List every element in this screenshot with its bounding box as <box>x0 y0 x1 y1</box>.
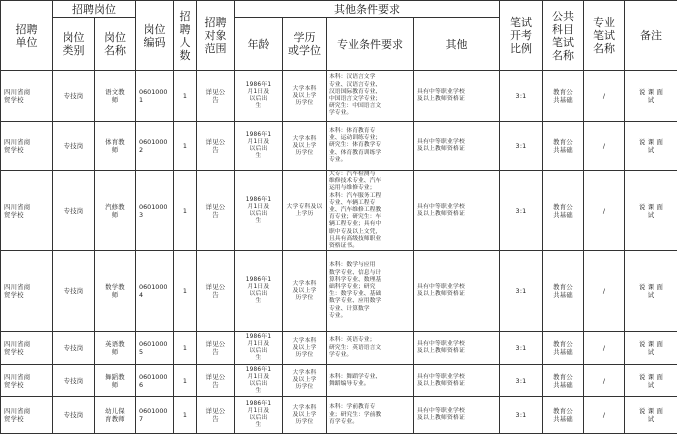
table-row <box>1 365 677 397</box>
cell-exam-ratio: 3:1 <box>500 171 543 251</box>
cell-remark: 说 课 面 试 <box>625 122 677 171</box>
header-major-exam: 专业 笔试 名称 <box>584 1 625 71</box>
cell-position-code: 0601000 1 <box>136 71 174 122</box>
cell-education: 大学本科 及以上学 历学位 <box>283 332 327 365</box>
cell-position-type: 专技岗 <box>53 365 95 397</box>
cell-major-requirement: 本科：舞蹈学专业、 舞蹈编导专业。 <box>327 365 414 397</box>
cell-scope: 详见公 告 <box>197 332 235 365</box>
cell-position-type: 专技岗 <box>53 251 95 332</box>
cell-age: 1986年1 月1日及 以后出 生 <box>235 397 283 434</box>
cell-major-exam: / <box>584 122 625 171</box>
cell-major-requirement: 本科：英语专业； 研究生：英语语言文 学专业。 <box>327 332 414 365</box>
cell-count: 1 <box>174 71 197 122</box>
cell-unit: 四川省商 贸学校 <box>1 71 53 122</box>
cell-position-name: 舞蹈教 师 <box>95 365 136 397</box>
cell-unit: 四川省商 贸学校 <box>1 332 53 365</box>
cell-count: 1 <box>174 251 197 332</box>
header-education: 学历 或学位 <box>283 18 327 71</box>
cell-position-type: 专技岗 <box>53 397 95 434</box>
cell-public-subject: 教育公 共基础 <box>543 332 584 365</box>
cell-count: 1 <box>174 397 197 434</box>
cell-scope: 详见公 告 <box>197 397 235 434</box>
cell-education: 大学本科 及以上学 历学位 <box>283 397 327 434</box>
header-position-type: 岗位 类别 <box>53 18 95 71</box>
cell-age: 1986年1 月1日及 以后出 生 <box>235 71 283 122</box>
cell-exam-ratio: 3:1 <box>500 122 543 171</box>
header-position-name: 岗位 名称 <box>95 18 136 71</box>
cell-other: 具有中等职业学校 及以上教师资格证 <box>414 171 500 251</box>
cell-exam-ratio: 3:1 <box>500 332 543 365</box>
header-major-requirement: 专业条件要求 <box>327 18 414 71</box>
cell-remark: 说 课 面 试 <box>625 397 677 434</box>
cell-remark: 说 课 面 试 <box>625 171 677 251</box>
cell-education: 大学本科 及以上学 历学位 <box>283 365 327 397</box>
cell-position-name: 汽修教 师 <box>95 171 136 251</box>
cell-position-type: 专技岗 <box>53 332 95 365</box>
cell-public-subject: 教育公 共基础 <box>543 71 584 122</box>
cell-position-code: 0601000 2 <box>136 122 174 171</box>
cell-other: 具有中等职业学校 及以上教师资格证 <box>414 365 500 397</box>
cell-major-exam: / <box>584 365 625 397</box>
cell-position-name: 语文教 师 <box>95 71 136 122</box>
cell-unit: 四川省商 贸学校 <box>1 251 53 332</box>
cell-position-code: 0601000 6 <box>136 365 174 397</box>
cell-public-subject: 教育公 共基础 <box>543 122 584 171</box>
cell-age: 1986年1 月1日及 以后出 生 <box>235 365 283 397</box>
cell-position-name: 幼儿保 育教师 <box>95 397 136 434</box>
cell-scope: 详见公 告 <box>197 171 235 251</box>
header-unit: 招聘 单位 <box>1 1 53 71</box>
cell-position-code: 0601000 7 <box>136 397 174 434</box>
cell-count: 1 <box>174 171 197 251</box>
header-other: 其他 <box>414 18 500 71</box>
cell-remark: 说 课 面 试 <box>625 71 677 122</box>
cell-education: 大学专科及以 上学历 <box>283 171 327 251</box>
cell-position-name: 数学教 师 <box>95 251 136 332</box>
cell-major-requirement: 本科：汉语言文学 专业、汉语言专业、 汉语国际教育专业、 中国语言文学专业； 研究生：中国语言文 学专业。 <box>327 71 414 122</box>
cell-position-type: 专技岗 <box>53 171 95 251</box>
cell-unit: 四川省商 贸学校 <box>1 397 53 434</box>
cell-age: 1986年1 月1日及 以后出 生 <box>235 251 283 332</box>
header-other-group: 其他条件要求 <box>235 1 500 18</box>
cell-education: 大学本科 及以上学 历学位 <box>283 122 327 171</box>
cell-other: 具有中等职业学校 及以上教师资格证 <box>414 332 500 365</box>
cell-count: 1 <box>174 365 197 397</box>
cell-scope: 详见公 告 <box>197 71 235 122</box>
cell-unit: 四川省商 贸学校 <box>1 171 53 251</box>
cell-education: 大学本科 及以上学 历学位 <box>283 71 327 122</box>
cell-position-type: 专技岗 <box>53 122 95 171</box>
header-age: 年龄 <box>235 18 283 71</box>
cell-education: 大学本科 及以上学 历学位 <box>283 251 327 332</box>
cell-major-exam: / <box>584 251 625 332</box>
cell-major-exam: / <box>584 397 625 434</box>
cell-public-subject: 教育公 共基础 <box>543 251 584 332</box>
cell-major-requirement: 大专：汽车检测与 维修技术专业、汽车 运用与维修专业； 本科：汽车服务工程 专业、车辆工程专 业、汽车维修工程教 育专业；研究生：车 辆工程专业；具有中 职中专及以上文凭， 且具有高级技师职业 资格证书。 <box>327 171 414 251</box>
table-row <box>1 251 677 332</box>
cell-major-exam: / <box>584 71 625 122</box>
cell-exam-ratio: 3:1 <box>500 71 543 122</box>
cell-major-exam: / <box>584 171 625 251</box>
cell-position-type: 专技岗 <box>53 71 95 122</box>
cell-count: 1 <box>174 122 197 171</box>
cell-other: 具有中等职业学校 及以上教师资格证 <box>414 122 500 171</box>
cell-remark: 说 课 面 试 <box>625 332 677 365</box>
cell-position-code: 0601000 5 <box>136 332 174 365</box>
cell-position-code: 0601000 4 <box>136 251 174 332</box>
table-row <box>1 171 677 251</box>
header-position-group: 招聘岗位 <box>53 1 136 18</box>
cell-other: 具有中等职业学校 及以上教师资格证 <box>414 71 500 122</box>
cell-major-requirement: 本科：体育教育专 业、运动训练专业； 研究生：体育教学专 业、体育教育训练学 专业。 <box>327 122 414 171</box>
cell-public-subject: 教育公 共基础 <box>543 397 584 434</box>
cell-age: 1986年1 月1日及 以后出 生 <box>235 171 283 251</box>
cell-unit: 四川省商 贸学校 <box>1 122 53 171</box>
cell-unit: 四川省商 贸学校 <box>1 365 53 397</box>
table-row <box>1 397 677 434</box>
cell-other: 具有中等职业学校 及以上教师资格证 <box>414 251 500 332</box>
header-position-code: 岗位 编码 <box>136 1 174 71</box>
cell-major-requirement: 本科：学前教育专 业；研究生：学前教 育学专业。 <box>327 397 414 434</box>
cell-scope: 详见公 告 <box>197 365 235 397</box>
cell-age: 1986年1 月1日及 以后出 生 <box>235 332 283 365</box>
cell-remark: 说 课 面 试 <box>625 365 677 397</box>
cell-public-subject: 教育公 共基础 <box>543 365 584 397</box>
cell-count: 1 <box>174 332 197 365</box>
cell-exam-ratio: 3:1 <box>500 251 543 332</box>
table-row <box>1 332 677 365</box>
cell-age: 1986年1 月1日及 以后出 生 <box>235 122 283 171</box>
header-scope: 招聘 对象 范围 <box>197 1 235 71</box>
header-count: 招 聘 人 数 <box>174 1 197 71</box>
cell-major-exam: / <box>584 332 625 365</box>
header-exam-ratio: 笔试 开考 比例 <box>500 1 543 71</box>
cell-position-name: 英语教 师 <box>95 332 136 365</box>
header-remark: 备注 <box>625 1 677 71</box>
table-row <box>1 122 677 171</box>
cell-scope: 详见公 告 <box>197 251 235 332</box>
cell-remark: 说 课 面 试 <box>625 251 677 332</box>
cell-major-requirement: 本科：数学与应用 数学专业、信息与计 算科学专业、数理基 础科学专业；研究 生：数学专业、基础 数学专业、应用数学 专业、计算数学 专业。 <box>327 251 414 332</box>
cell-exam-ratio: 3:1 <box>500 397 543 434</box>
cell-scope: 详见公 告 <box>197 122 235 171</box>
cell-position-name: 体育教 师 <box>95 122 136 171</box>
header-public-subject: 公共 科目 笔试 名称 <box>543 1 584 71</box>
cell-public-subject: 教育公 共基础 <box>543 171 584 251</box>
cell-position-code: 0601000 3 <box>136 171 174 251</box>
cell-other: 具有中等职业学校 及以上教师资格证 <box>414 397 500 434</box>
table-row <box>1 71 677 122</box>
cell-exam-ratio: 3:1 <box>500 365 543 397</box>
